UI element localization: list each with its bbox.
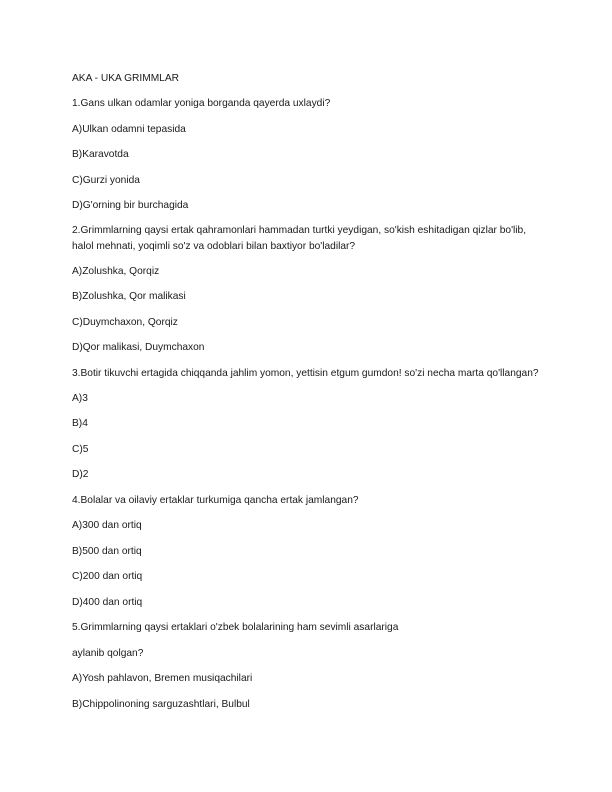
question-4-text: 4.Bolalar va oilaviy ertaklar turkumiga qancha ertak jamlangan?	[72, 495, 359, 506]
question-2-text-line-1: 2.Grimmlarning qaysi ertak qahramonlari hammadan turtki yeydigan, so'kish eshitadigan qizlar bo'lib,	[72, 225, 527, 236]
question-2-option-a: A)Zolushka, Qorqiz	[72, 266, 160, 277]
document-title: AKA - UKA GRIMMLAR	[72, 73, 179, 84]
question-3-option-b: B)4	[72, 418, 88, 429]
question-5-text-line-1: 5.Grimmlarning qaysi ertaklari o'zbek bolalarining ham sevimli asarlariga	[72, 622, 399, 633]
question-5-text-line-2: aylanib qolgan?	[72, 648, 144, 659]
question-1-option-a: A)Ulkan odamni tepasida	[72, 124, 186, 135]
question-3-option-c: C)5	[72, 444, 89, 455]
question-1-option-d: D)G'orning bir burchagida	[72, 200, 189, 211]
question-3-option-d: D)2	[72, 469, 89, 480]
question-5-option-a: A)Yosh pahlavon, Bremen musiqachilari	[72, 673, 253, 684]
question-2-text-line-2: halol mehnati, yoqimli so'z va odoblari bilan baxtiyor bo'ladilar?	[72, 241, 356, 252]
question-1-option-b: B)Karavotda	[72, 149, 129, 160]
question-1-text: 1.Gans ulkan odamlar yoniga borganda qayerda uxlaydi?	[72, 98, 331, 109]
question-4-option-a: A)300 dan ortiq	[72, 520, 142, 531]
question-5-option-b: B)Chippolinoning sarguzashtlari, Bulbul	[72, 699, 250, 710]
question-3-text: 3.Botir tikuvchi ertagida chiqqanda jahlim yomon, yettisin etgum gumdon! so'zi necha marta qo'llangan?	[72, 368, 539, 379]
question-4-option-c: C)200 dan ortiq	[72, 571, 143, 582]
question-4-option-b: B)500 dan ortiq	[72, 546, 142, 557]
question-1-option-c: C)Gurzi yonida	[72, 175, 140, 186]
question-3-option-a: A)3	[72, 393, 88, 404]
question-2-option-b: B)Zolushka, Qor malikasi	[72, 291, 186, 302]
question-4-option-d: D)400 dan ortiq	[72, 597, 143, 608]
question-2-option-d: D)Qor malikasi, Duymchaxon	[72, 342, 205, 353]
question-2-option-c: C)Duymchaxon, Qorqiz	[72, 317, 178, 328]
